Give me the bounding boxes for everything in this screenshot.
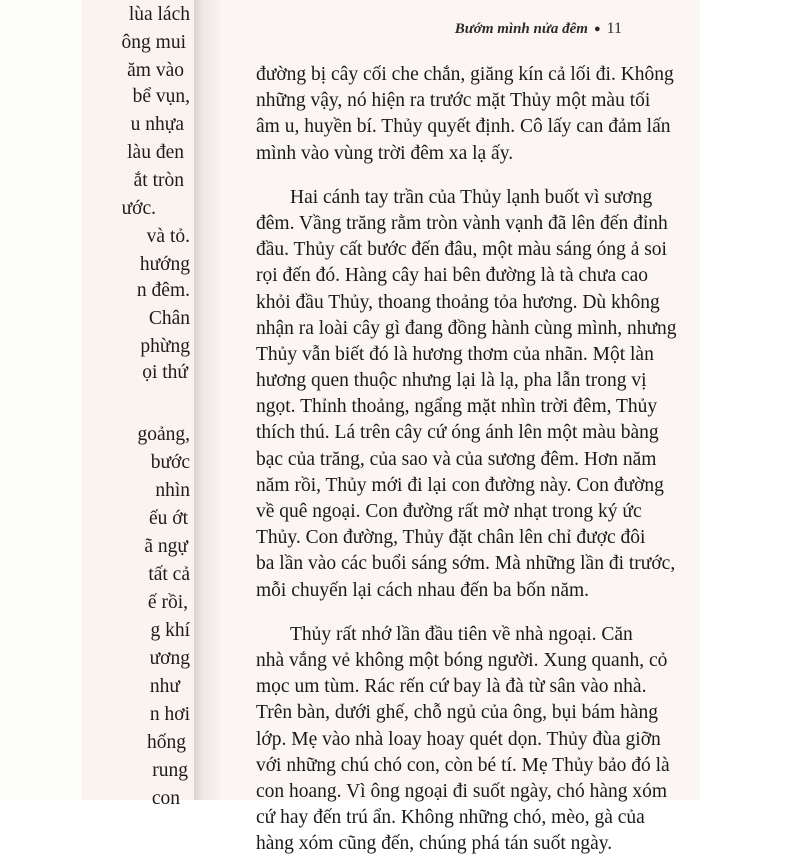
- text-line: nhà vắng vẻ không một bóng người. Xung quanh, cỏ: [256, 649, 668, 671]
- text-line: về quê ngoại. Con đường rất mờ nhạt trong ký ức: [256, 501, 642, 522]
- book-gutter: [194, 0, 220, 800]
- text-line: ngọt. Thỉnh thoảng, ngẩng mặt nhìn trời đêm, Thủy: [256, 396, 658, 418]
- left-page-line: ếu ớt: [148, 508, 188, 529]
- page-number: 11: [606, 20, 622, 37]
- left-page-line: lùa lách: [128, 4, 190, 25]
- text-line: đầu. Thủy cất bước đến đâu, một màu sáng óng ả soi: [256, 239, 667, 261]
- left-page-line: rung: [152, 760, 188, 781]
- left-page-line: tất cả: [148, 564, 190, 585]
- left-page-line: g khí: [150, 620, 190, 641]
- paragraph: [256, 62, 696, 167]
- text-line: âm u, huyền bí. Thủy quyết định. Cô lấy can đảm lấn: [256, 116, 671, 138]
- paragraph: [256, 185, 696, 604]
- left-page-line: ăm vào: [127, 60, 184, 81]
- left-page-line: ã ngự: [144, 536, 188, 557]
- text-line: cứ hay đến trú ẩn. Không những chó, mèo, gà của: [256, 807, 645, 829]
- text-line: mọc um tùm. Rác rến cứ bay là đà từ sân vào nhà.: [256, 676, 647, 698]
- left-page-line: hống: [147, 732, 186, 753]
- body-text: [256, 62, 696, 857]
- text-line: đường bị cây cối che chắn, giăng kín cả lối đi. Không: [256, 64, 674, 85]
- left-page-line: nhìn: [155, 480, 190, 501]
- text-line: mỗi chuyến lại cách nhau đến ba bốn năm.: [256, 579, 590, 601]
- left-page-line: u nhựa: [130, 114, 184, 135]
- left-page-line: ọi thứ: [142, 362, 188, 383]
- text-line: Hai cánh tay trần của Thủy lạnh buốt vì sương: [290, 186, 653, 208]
- left-page-line: goảng,: [137, 424, 190, 445]
- left-page-line: con: [151, 788, 180, 809]
- running-header: [455, 20, 622, 38]
- left-page-line: phừng: [140, 336, 190, 357]
- left-page-line: ế rồi,: [147, 592, 188, 613]
- left-page-line: ước.: [121, 198, 156, 219]
- text-line: nhận ra loài cây gì đang đồng hành cùng mình, nhưng: [256, 317, 677, 339]
- text-line: những vậy, nó hiện ra trước mặt Thủy một màu tối: [256, 90, 651, 112]
- paragraph: [256, 622, 696, 857]
- left-page: [82, 0, 195, 809]
- text-line: Trên bàn, dưới ghế, chỗ ngủ của ông, bụi bám hàng: [256, 702, 658, 724]
- text-line: bạc của trăng, của sao và của sương đêm. Hơn năm: [256, 448, 657, 470]
- left-page-line: như: [149, 676, 180, 697]
- text-line: thích thú. Lá trên cây cứ óng ánh lên một màu bàng: [256, 422, 659, 444]
- running-title: Bướm mình nửa đêm: [454, 20, 588, 37]
- text-line: khỏi đầu Thủy, thoang thoảng tỏa hương. Dù không: [256, 291, 660, 313]
- left-page-line: ắt tròn: [133, 170, 184, 191]
- text-line: rọi đến đó. Hàng cây hai bên đường là tà chưa cao: [256, 265, 649, 287]
- left-page-line: bể vụn,: [132, 86, 190, 107]
- left-page-line: ương: [149, 648, 190, 669]
- text-line: đêm. Vầng trăng rằm tròn vành vạnh đã lên đến đỉnh: [256, 212, 668, 234]
- left-page-line: Chân: [148, 308, 190, 329]
- left-page-line: n hơi: [149, 704, 190, 725]
- text-line: Thủy. Con đường, Thủy đặt chân lên chỉ được đôi: [256, 527, 646, 549]
- right-page: [220, 0, 700, 855]
- left-page-line: và tỏ.: [146, 226, 190, 247]
- text-line: Thủy rất nhớ lần đầu tiên về nhà ngoại. Căn: [290, 623, 633, 645]
- bullet-separator: ●: [593, 23, 601, 35]
- left-page-line: bước: [150, 452, 190, 473]
- left-page-line: n đêm.: [136, 280, 190, 301]
- text-line: hương quen thuộc nhưng lại là lạ, pha lẫn trong vị: [256, 370, 647, 392]
- text-line: hàng xóm cũng đến, chúng phá tán suốt ngày.: [256, 833, 613, 855]
- background-edge: [700, 0, 800, 800]
- text-line: con hoang. Vì ông ngoại đi suốt ngày, chó hàng xóm: [256, 780, 668, 802]
- text-line: năm rồi, Thủy mới đi lại con đường này. Con đường: [256, 474, 664, 496]
- text-line: Thủy vẫn biết đó là hương thơm của nhãn. Một làn: [256, 343, 654, 365]
- left-page-line: hướng: [139, 254, 190, 275]
- text-line: lớp. Mẹ vào nhà loay hoay quét dọn. Thủy đùa giỡn: [256, 728, 661, 750]
- text-line: ba lần vào các buổi sáng sớm. Mà những lần đi trước,: [256, 553, 676, 575]
- left-page-line: ông mui: [121, 32, 186, 53]
- text-line: mình vào vùng trời đêm xa lạ ấy.: [256, 142, 514, 164]
- text-line: với những chú chó con, còn bé tí. Mẹ Thủy bảo đó là: [256, 754, 670, 776]
- left-page-line: làu đen: [127, 142, 184, 163]
